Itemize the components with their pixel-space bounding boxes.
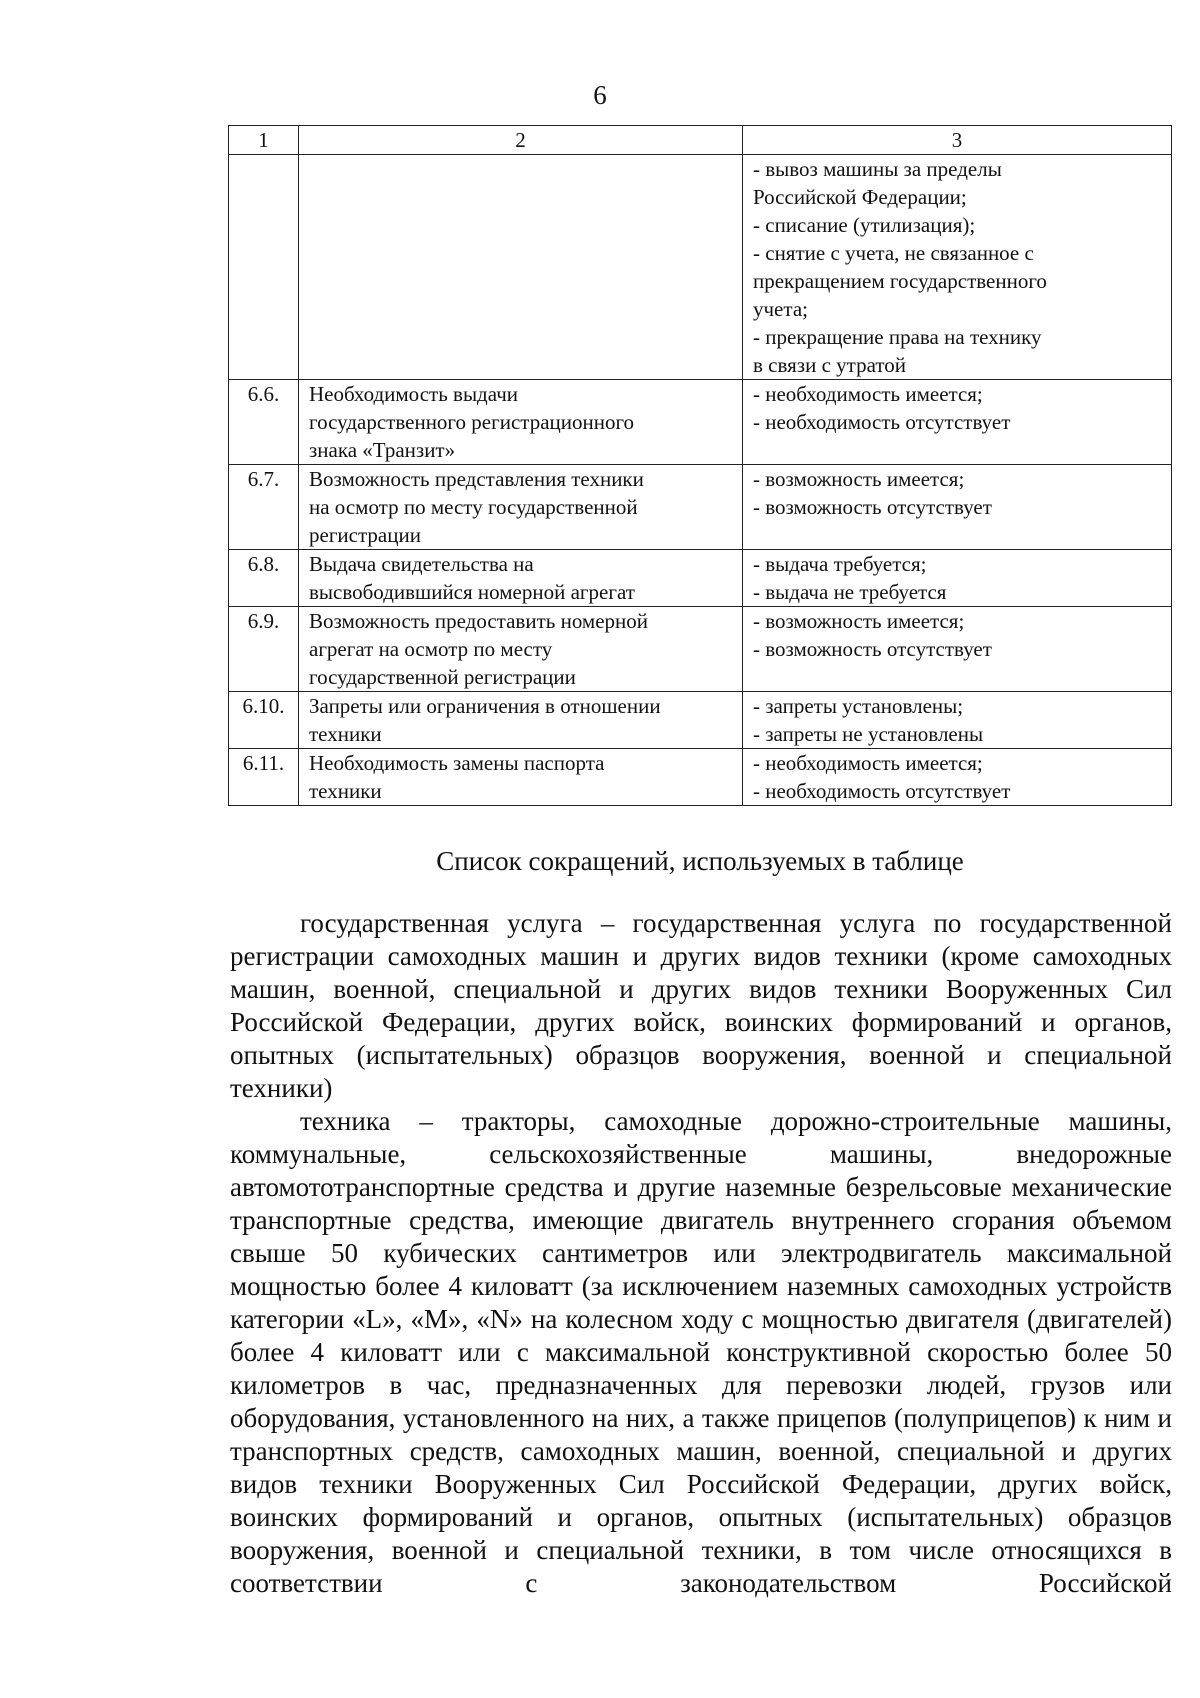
description-line: Выдача свидетельства на <box>309 552 534 576</box>
row-options <box>743 155 1172 380</box>
row-number: 6.11. <box>229 749 299 806</box>
option-line: Российской Федерации; <box>753 185 967 209</box>
option-line: - возможность имеется; <box>753 467 965 491</box>
option-line: - необходимость отсутствует <box>753 410 1011 434</box>
option-line: - прекращение права на технику <box>753 325 1042 349</box>
option-line: - необходимость отсутствует <box>753 779 1011 803</box>
table-row <box>229 465 1172 550</box>
table-row <box>229 607 1172 692</box>
abbreviation-paragraph: государственная услуга – государственная услуга по государственной регистрации самоходных машин и других видов техники (кроме самоходных машин, военной, специальной и других видов техники Вооруженных Сил Российской Федерации, других войск, воинских формирований и органов, опытных (испытательных) образцов вооружения, военной и специальной техники) <box>230 908 1172 1103</box>
description-line: Необходимость выдачи <box>309 382 519 406</box>
row-number: 6.10. <box>229 692 299 749</box>
option-line: - запреты установлены; <box>753 694 964 718</box>
description-line: агрегат на осмотр по месту <box>309 637 553 661</box>
row-options <box>743 380 1172 465</box>
table-row <box>229 380 1172 465</box>
description-line: государственной регистрации <box>309 665 576 689</box>
option-line: - выдача не требуется <box>753 580 947 604</box>
row-description <box>299 155 743 380</box>
row-options <box>743 607 1172 692</box>
description-line: техники <box>309 779 382 803</box>
option-line: в связи с утратой <box>753 353 906 377</box>
description-line: на осмотр по месту государственной <box>309 495 638 519</box>
table-row <box>229 692 1172 749</box>
option-line: учета; <box>753 297 808 321</box>
description-line: Необходимость замены паспорта <box>309 751 605 775</box>
row-description <box>299 692 743 749</box>
option-line: - запреты не установлены <box>753 722 984 746</box>
description-line: техники <box>309 722 382 746</box>
row-number: 6.8. <box>229 550 299 607</box>
option-line: - выдача требуется; <box>753 552 927 576</box>
option-line: - возможность имеется; <box>753 609 965 633</box>
table-header-row <box>229 126 1172 155</box>
table-row <box>229 749 1172 806</box>
option-line: - возможность отсутствует <box>753 495 992 519</box>
description-line: Запреты или ограничения в отношении <box>309 694 661 718</box>
row-number: 6.9. <box>229 607 299 692</box>
option-line: прекращением государственного <box>753 269 1047 293</box>
description-line: Возможность представления техники <box>309 467 644 491</box>
option-line: - необходимость имеется; <box>753 382 983 406</box>
abbreviations-title: Список сокращений, используемых в таблице <box>436 846 964 876</box>
row-description <box>299 607 743 692</box>
column-header: 2 <box>299 126 743 155</box>
row-options <box>743 692 1172 749</box>
row-description <box>299 749 743 806</box>
description-line: знака «Транзит» <box>309 438 456 462</box>
row-description <box>299 380 743 465</box>
description-line: высвободившийся номерной агрегат <box>309 580 635 604</box>
row-options <box>743 550 1172 607</box>
row-description <box>299 550 743 607</box>
page-number: 6 <box>593 80 607 110</box>
services-table <box>228 125 1172 806</box>
option-line: - возможность отсутствует <box>753 637 992 661</box>
abbreviations-body <box>230 907 1172 1600</box>
description-line: государственного регистрационного <box>309 410 635 434</box>
option-line: - необходимость имеется; <box>753 751 983 775</box>
row-number: 6.7. <box>229 465 299 550</box>
abbreviation-paragraph: техника – тракторы, самоходные дорожно-строительные машины, коммунальные, сельскохозяйственные машины, внедорожные автомототранспортные средства и другие наземные безрельсовые механические транспортные средства, имеющие двигатель внутреннего сгорания объемом свыше 50 кубических сантиметров или электродвигатель максимальной мощностью более 4 киловатт (за исключением наземных самоходных устройств категории «L», «M», «N» на колесном ходу с мощностью двигателя (двигателей) более 4 киловатт или с максимальной конструктивной скоростью более 50 километров в час, предназначенных для перевозки людей, грузов или оборудования, установленного на них, а также прицепов (полуприцепов) к ним и транспортных средств, самоходных машин, военной, специальной и других видов техники Вооруженных Сил Российской Федерации, других войск, воинских формирований и органов, опытных (испытательных) образцов вооружения, военной и специальной техники, в том числе относящихся в соответствии с законодательством Российской <box>230 1106 1172 1598</box>
column-header: 3 <box>743 126 1172 155</box>
column-header: 1 <box>229 126 299 155</box>
row-description <box>299 465 743 550</box>
row-number: 6.6. <box>229 380 299 465</box>
option-line: - вывоз машины за пределы <box>753 157 1002 181</box>
row-options <box>743 749 1172 806</box>
table-body <box>229 126 1172 806</box>
option-line: - списание (утилизация); <box>753 213 976 237</box>
option-line: - снятие с учета, не связанное с <box>753 241 1034 265</box>
table-row <box>229 550 1172 607</box>
row-number <box>229 155 299 380</box>
table-row <box>229 155 1172 380</box>
description-line: регистрации <box>309 523 421 547</box>
description-line: Возможность предоставить номерной <box>309 609 649 633</box>
row-options <box>743 465 1172 550</box>
